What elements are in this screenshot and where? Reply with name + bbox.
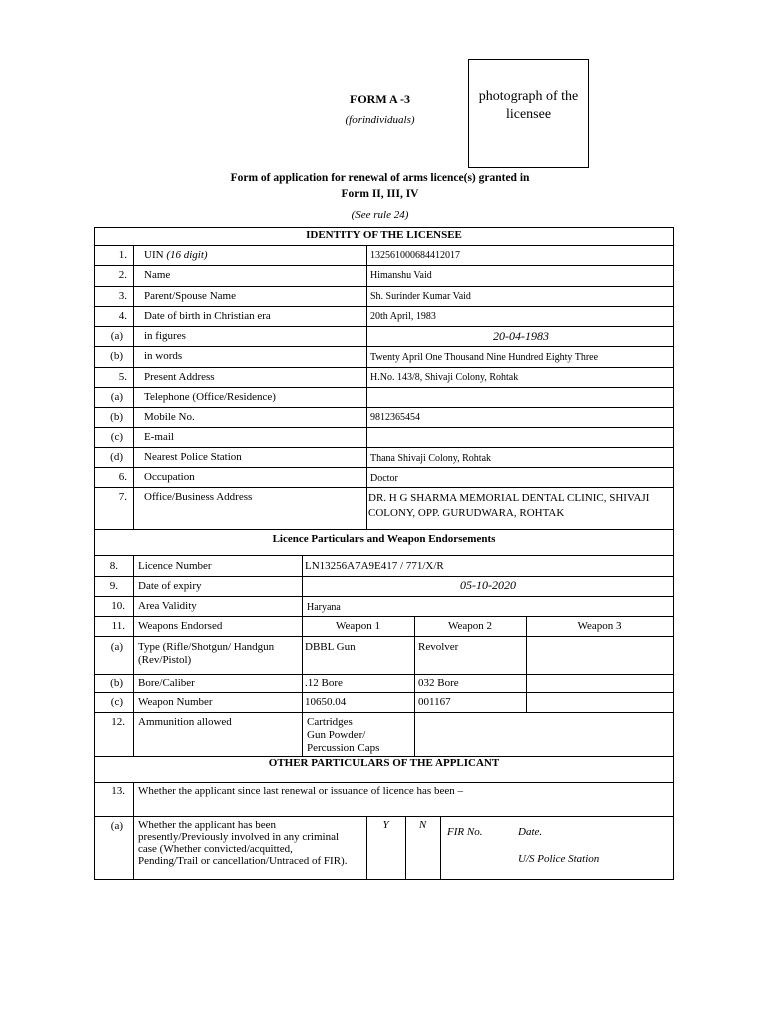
- dob-figures-value: 20-04-1983: [493, 329, 549, 343]
- parent-value: Sh. Surinder Kumar Vaid: [370, 291, 471, 302]
- uin-value: 132561000684412017: [370, 250, 460, 261]
- date-label: Date.: [518, 826, 543, 838]
- renewal-question: Whether the applicant since last renewal or issuance of licence has been –: [138, 785, 463, 797]
- weapon3-header: Weapon 3: [577, 620, 622, 632]
- mobile-value: 9812365454: [370, 412, 420, 423]
- licence-number-value: LN13256A7A9E417 / 771/X/R: [305, 560, 444, 572]
- criminal-case-line4: Pending/Trail or cancellation/Untraced of FIR).: [138, 855, 348, 867]
- photo-text: photograph of the licensee: [478, 89, 579, 122]
- row-number: 12.: [111, 716, 125, 728]
- weapon1-header: Weapon 1: [335, 620, 381, 632]
- row-number: 7.: [118, 491, 127, 503]
- row-number: 3.: [118, 290, 127, 302]
- row-number: (b): [110, 677, 123, 689]
- row-number: 13.: [111, 785, 125, 797]
- photo-placeholder: [468, 59, 589, 168]
- type-label-line2: (Rev/Pistol): [138, 654, 192, 666]
- row-number: (d): [110, 451, 123, 463]
- email-label: E-mail: [144, 431, 174, 443]
- weapon-number-label: Weapon Number: [138, 696, 213, 708]
- name-label: Name: [144, 269, 171, 281]
- section-other: OTHER PARTICULARS OF THE APPLICANT: [268, 757, 500, 769]
- occupation-label: Occupation: [144, 471, 195, 483]
- weapon2-type: Revolver: [418, 641, 459, 653]
- dob-label: Date of birth in Christian era: [144, 310, 271, 322]
- yes-column: Y: [382, 819, 389, 831]
- weapon1-bore: .12 Bore: [305, 677, 343, 689]
- form-subtitle: (forindividuals): [345, 114, 415, 126]
- no-column: N: [418, 819, 427, 831]
- row-number: 5.: [118, 371, 127, 383]
- address-label: Present Address: [144, 371, 215, 383]
- occupation-value: Doctor: [370, 473, 398, 484]
- expiry-label: Date of expiry: [138, 580, 202, 592]
- dob-value: 20th April, 1983: [370, 311, 436, 322]
- row-number: 11.: [111, 620, 125, 632]
- weapons-endorsed-label: Weapons Endorsed: [138, 620, 223, 632]
- weapon2-header: Weapon 2: [447, 620, 493, 632]
- us-police-station-label: U/S Police Station: [518, 853, 600, 865]
- area-validity-value: Haryana: [307, 602, 341, 613]
- weapon2-bore: 032 Bore: [418, 677, 459, 689]
- row-number: 10.: [111, 600, 125, 612]
- licence-number-label: Licence Number: [138, 560, 212, 572]
- row-number: (a): [110, 641, 123, 653]
- police-station-value: Thana Shivaji Colony, Rohtak: [370, 453, 492, 464]
- type-label-line1: Type (Rifle/Shotgun/ Handgun: [138, 641, 275, 653]
- weapon2-number: 001167: [418, 696, 451, 708]
- criminal-case-line3: case (Whether convicted/acquitted,: [138, 843, 293, 855]
- row-number: 6.: [118, 471, 127, 483]
- office-address-label: Office/Business Address: [144, 491, 253, 503]
- dob-figures-label: in figures: [144, 330, 186, 342]
- field-label: [144, 249, 208, 261]
- criminal-case-line2: presently/Previously involved in any criminal: [138, 831, 340, 843]
- area-validity-label: Area Validity: [138, 600, 197, 612]
- ammunition-line1: Cartridges: [307, 716, 353, 728]
- criminal-case-line1: Whether the applicant has been: [138, 819, 277, 831]
- row-number: (b): [110, 350, 123, 362]
- row-number: 2.: [118, 269, 127, 281]
- row-number: (a): [110, 820, 123, 832]
- weapon1-type: DBBL Gun: [305, 641, 356, 653]
- weapon1-number: 10650.04: [305, 696, 347, 708]
- row-number: 4.: [118, 310, 127, 322]
- uin-label: UIN: [144, 249, 164, 261]
- section-licence: Licence Particulars and Weapon Endorsements: [272, 533, 496, 545]
- application-title-line2: Form II, III, IV: [341, 188, 419, 200]
- office-address-line1: DR. H G SHARMA MEMORIAL DENTAL CLINIC, SHIVAJI: [368, 492, 650, 504]
- telephone-label: Telephone (Office/Residence): [144, 391, 276, 403]
- mobile-label: Mobile No.: [144, 411, 195, 423]
- row-number: 1.: [118, 249, 127, 261]
- form-title: FORM A -3: [350, 92, 410, 106]
- row-number: (a): [110, 391, 123, 403]
- address-value: H.No. 143/8, Shivaji Colony, Rohtak: [370, 372, 519, 383]
- ammunition-line3: Percussion Caps: [307, 742, 380, 754]
- uin-label-extra: (16 digit): [166, 249, 208, 261]
- office-address-line2: COLONY, OPP. GURUDWARA, ROHTAK: [368, 507, 565, 519]
- application-title: [180, 170, 580, 202]
- application-title-line1: Form of application for renewal of arms licence(s) granted in: [230, 172, 530, 184]
- expiry-value: 05-10-2020: [460, 578, 516, 592]
- bore-label: Bore/Caliber: [138, 677, 195, 689]
- see-rule: (See rule 24): [351, 209, 409, 221]
- ammunition-label: Ammunition allowed: [138, 716, 232, 728]
- row-number: (c): [110, 431, 123, 443]
- row-number: (c): [110, 696, 123, 708]
- fir-no-label: FIR No.: [447, 826, 483, 838]
- dob-words-label: in words: [144, 350, 183, 362]
- parent-label: Parent/Spouse Name: [144, 290, 236, 302]
- row-number: 8.: [109, 560, 118, 572]
- dob-words-value: Twenty April One Thousand Nine Hundred Eighty Three: [370, 352, 599, 363]
- police-station-label: Nearest Police Station: [144, 451, 242, 463]
- row-number: 9.: [109, 580, 118, 592]
- row-number: (a): [110, 330, 123, 342]
- name-value: Himanshu Vaid: [370, 270, 432, 281]
- section-identity: IDENTITY OF THE LICENSEE: [306, 229, 462, 241]
- row-number: (b): [110, 411, 123, 423]
- ammunition-line2: Gun Powder/: [307, 729, 366, 741]
